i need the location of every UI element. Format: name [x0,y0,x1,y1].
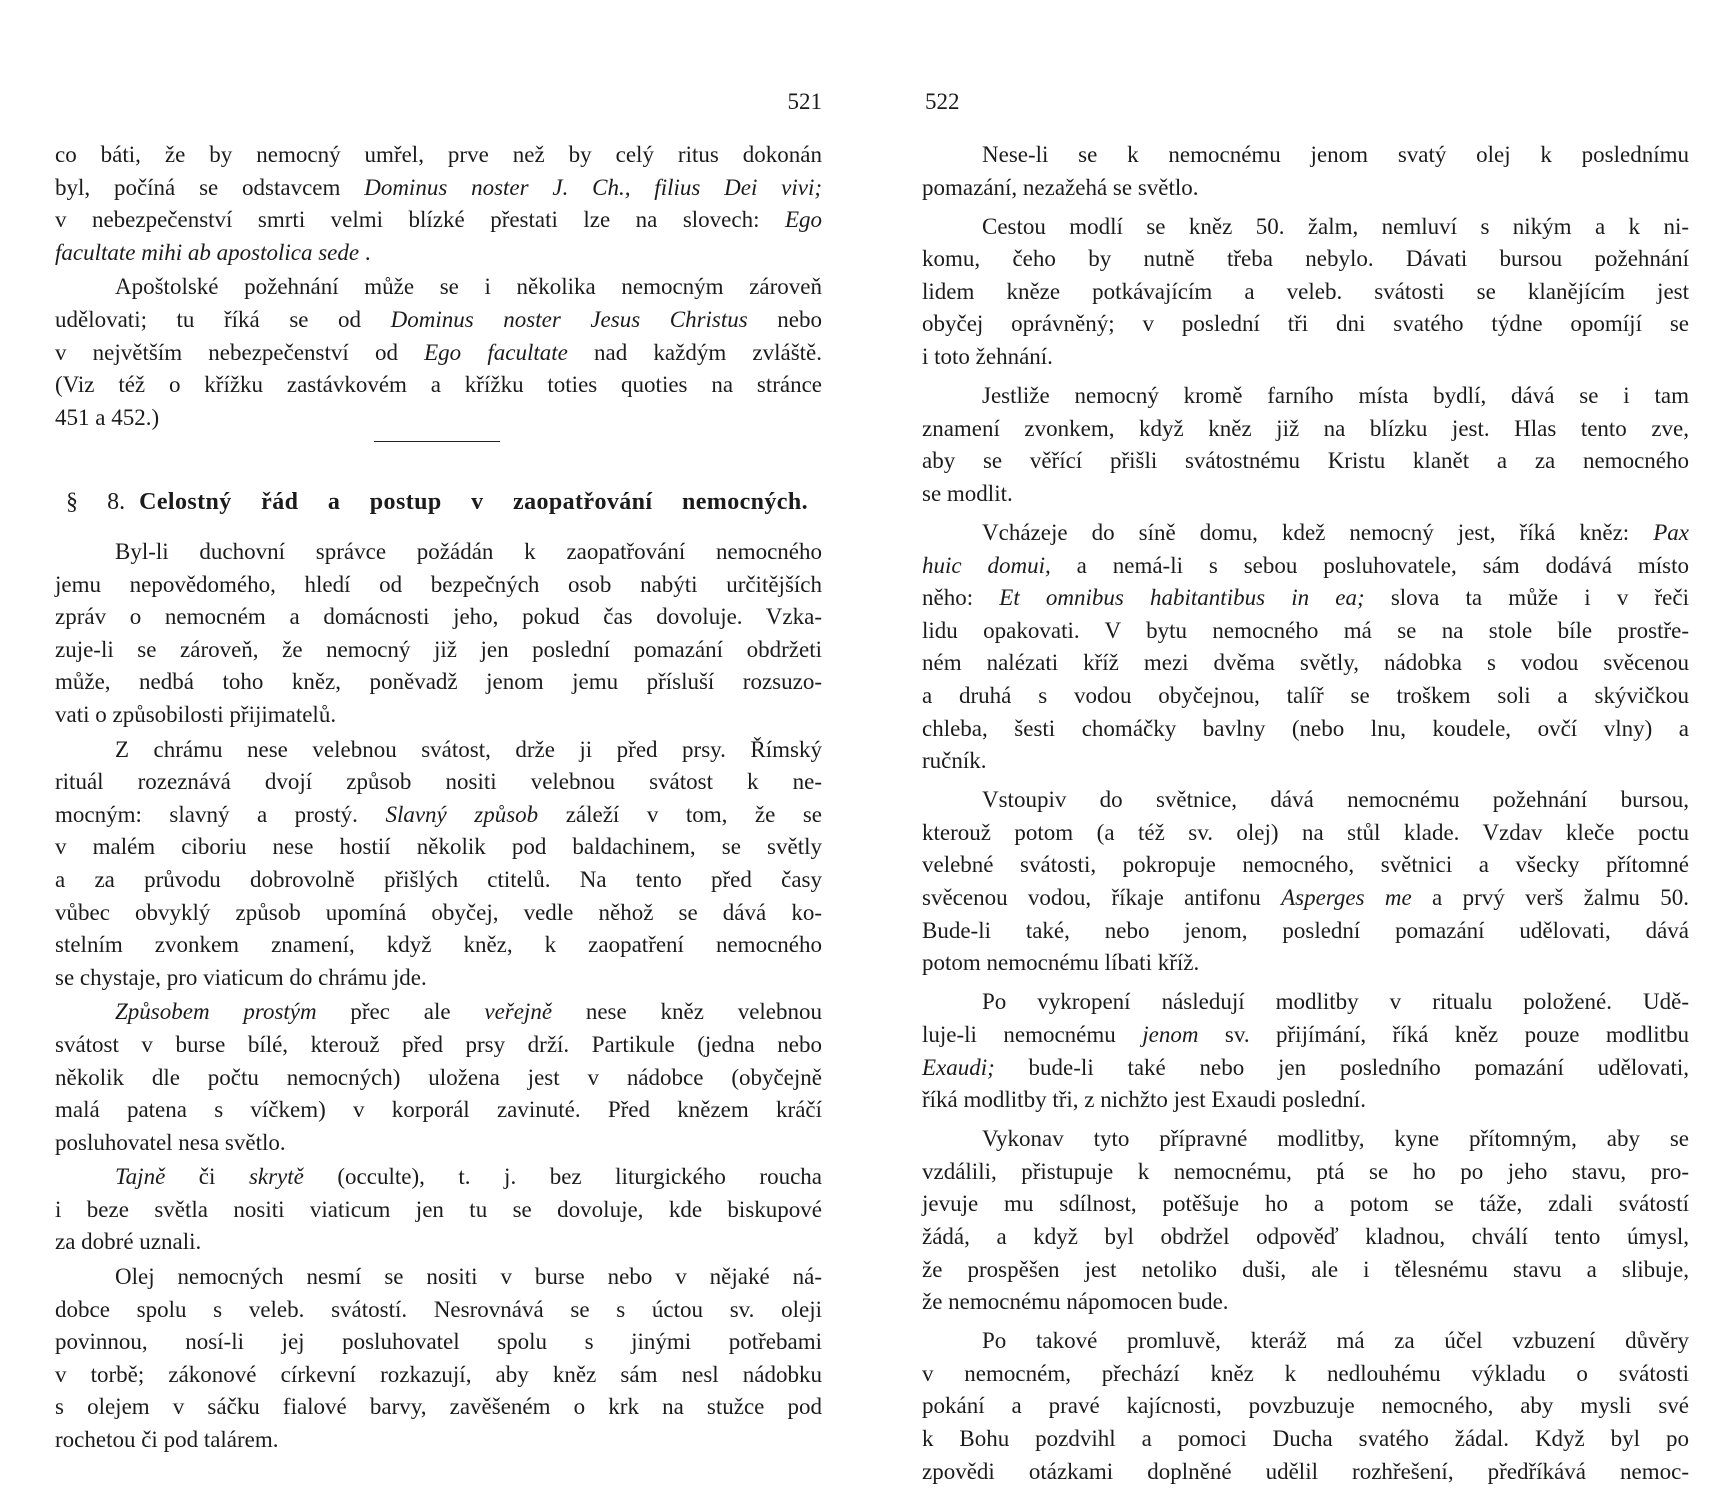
text-line: Po takové promluvě, kteráž má za účel vzbuzení důvěry [982,1328,1689,1354]
text-line: že prospěšen jest netoliko duši, ale i tělesnému stavu a slibuje, [922,1256,1689,1282]
paragraph [55,139,822,269]
text-line: k Bohu pozdvihl a pomoci Ducha svatého žádal. Když byl po [922,1426,1689,1452]
text-run: udělovati; tu říká se od [55,306,391,332]
text-line: za dobré uznali. [55,1229,202,1255]
text-run: (occulte), t. j. bez liturgického roucha [303,1164,822,1190]
text-line: lidem kněze potkávajícím a veleb. svátosti se klanějícím jest [922,278,1689,304]
text-line: stelním zvonkem znamení, když kněz, k zaopatření nemocného [55,932,822,958]
text-line: 451 a 452.) [55,404,160,430]
text-line [55,204,822,237]
italic-text-run: Slavný způsob [385,801,539,827]
text-line: Apoštolské požehnání může se i několika nemocným zároveň [115,274,822,300]
italic-text-run: skrytě [248,1164,304,1190]
italic-text-run: Et omnibus habitantibus in ea; [999,585,1365,611]
text-line: svátost v burse bílé, kterouž před prsy drží. Partikule (jedna nebo [55,1031,822,1057]
text-line: s olejem v sáčku fialové barvy, zavěšeném o krk na stužce pod [55,1394,822,1420]
text-run: nad každým zvláště. [567,339,822,365]
text-run: nebo [747,306,822,332]
italic-text-run: Pax [1653,520,1689,546]
text-line: Olej nemocných nesmí se nositi v burse nebo v nějaké ná- [115,1264,822,1290]
text-line: a za průvodu dobrovolně přišlých ctitelů. Na tento před časy [55,866,822,892]
text-line: chleba, šesti chomáčky bavlny (nebo lnu, koudele, ovčí vlny) a [922,715,1689,741]
italic-text-run: Dominus noster Jesus Christus [390,306,748,332]
text-line: kterouž potom (a též sv. olej) na stůl klade. Vzdav kleče poctu [922,819,1689,845]
text-line: v nemocném, přechází kněz k nedlouhému výkladu o svátosti [922,1360,1689,1386]
text-run: bude-li také nebo jen posledního pomazání udělovati, [994,1054,1689,1080]
text-run: slova ta může i v řeči [1364,585,1689,611]
text-line: jemu nepovědomého, hledí od bezpečných osob nabýti určitějších [55,571,822,597]
paragraph [922,211,1689,374]
text-line [922,517,1689,550]
left-page-top-text [55,139,822,434]
section-divider [374,441,500,442]
text-run: záleží v tom, že se [538,801,822,827]
text-line: obyčej oprávněný; v poslední tři dni svatého týdne opomíjí se [922,311,1689,337]
text-line: rituál rozeznává dvojí způsob nositi velebnou svátost k ne- [55,769,822,795]
text-line: znamení zvonkem, když kněz již na blízku jest. Hlas tento zve, [922,415,1689,441]
text-line: Vykonav tyto přípravné modlitby, kyne přítomným, aby se [982,1126,1689,1152]
text-line: žádá, a když byl obdržel odpověď kladnou, chválí tento úmysl, [922,1224,1689,1249]
text-line: Z chrámu nese velebnou svátost, drže ji před prsy. Římský [115,736,822,762]
text-line: povinnou, nosí-li jej posluhovatel spolu s jinými potřebami [55,1329,822,1355]
text-line: se chystaje, pro viaticum do chrámu jde. [55,964,427,990]
italic-text-run: Způsobem prostým [115,999,317,1025]
text-line [55,996,822,1029]
text-line: vůbec obvyklý způsob upomíná obyčej, vedle něhož se dává ko- [55,899,822,925]
text-line: malá patena s víčkem) v korporál zavinuté. Před knězem kráčí [55,1097,822,1123]
text-line [922,882,1689,915]
text-line: zpovědi otázkami doplněné udělil rozhřešení, předříkává nemoc- [922,1458,1689,1484]
text-line: může, nedbá toho kněz, poněvadž jenom jemu přísluší rozsuzo- [55,669,822,695]
text-run: mocným: slavný a prostý. [55,801,386,827]
text-line: aby se věřící přišli svátostnému Kristu klanět a za nemocného [922,448,1689,474]
text-run: svěcenou vodou, říkaje antifonu [922,885,1282,911]
text-line: ručník. [922,748,987,774]
text-run: a nemá-li s sebou posluhovatele, sám dodává místo [1050,552,1689,578]
text-run: . [359,239,371,265]
text-line: velebné svátosti, pokropuje nemocného, světnici a všecky přítomné [922,852,1689,878]
text-line: Byl-li duchovní správce požádán k zaopatřování nemocného [115,539,822,564]
text-line: ném nalézati kříž mezi dvěma světly, nádobka s vodou svěcenou [922,650,1689,676]
italic-text-run: Dominus noster J. Ch., filius Dei vivi; [364,174,822,200]
text-line: se modlit. [922,480,1013,506]
text-line: že nemocnému nápomocen bude. [922,1289,1229,1315]
text-line: (Viz též o křížku zastávkovém a křížku toties quoties na stránce [55,372,822,398]
text-line: Nese-li se k nemocnému jenom svatý olej k poslednímu [982,142,1689,167]
page-number: 522 [925,89,960,114]
text-line: zuje-li se zároveň, že nemocný již jen poslední pomazání obdržeti [55,636,822,662]
text-line: lidu opakovati. V bytu nemocného má se na stole bíle prostře- [922,617,1689,643]
section-number: § 8. [66,489,126,515]
text-line [55,1161,822,1194]
text-line: v malém ciboriu nese hostií několik pod baldachinem, se světly [55,834,822,860]
paragraph [55,536,822,732]
left-page-body-text [55,536,822,1457]
text-line: jevuje mu sdílnost, potěšuje ho a potom se táže, zdali svátostí [922,1191,1689,1217]
text-line: Po vykropení následují modlitby v ritualu položené. Udě- [982,989,1689,1015]
italic-text-run: Ego facultate [424,339,568,365]
text-line: potom nemocnému líbati kříž. [922,950,1200,976]
italic-text-run: Exaudi; [922,1054,995,1080]
text-line: Vstoupiv do světnice, dává nemocnému požehnání bursou, [982,787,1689,813]
text-line [55,304,822,337]
paragraph [55,1161,822,1259]
text-line: komu, čeho by nutně třeba nebylo. Dávati bursou požehnání [922,246,1689,272]
text-line: několik dle počtu nemocných) uložena jest v nádobce (obyčejně [55,1064,822,1090]
right-page-body-text [922,139,1689,1488]
text-line [922,1052,1689,1085]
paragraph [922,1123,1689,1319]
paragraph [922,517,1689,778]
text-line: i toto žehnání. [922,344,1053,370]
text-line [55,799,822,832]
text-run: či [165,1164,249,1190]
text-run: nese kněz velebnou [552,999,822,1025]
paragraph [55,1261,822,1457]
section-title: Celostný řád a postup v zaopatřování nemocných. [139,489,808,515]
italic-text-run: huic domui, [922,552,1051,578]
text-line: dobce spolu s veleb. svátostí. Nesrovnává se s úctou sv. oleji [55,1296,822,1322]
text-line: i beze světla nositi viaticum jen tu se dovoluje, kde biskupové [55,1196,822,1222]
italic-text-run: Tajně [115,1164,166,1190]
italic-text-run: veřejně [484,999,553,1025]
italic-text-run: jenom [1142,1021,1199,1047]
paragraph [55,271,822,434]
text-line: pokání a pravé kajícnosti, povzbuzuje nemocného, aby mysli své [922,1393,1689,1419]
text-run: luje-li nemocnému [922,1021,1143,1047]
text-line: vati o způsobilosti přijimatelů. [55,701,337,727]
text-line: Jestliže nemocný kromě farního místa bydlí, dává se i tam [982,383,1689,409]
text-run: něho: [922,585,1000,611]
text-line [55,237,822,270]
text-line [922,550,1689,583]
text-line: pomazání, nezažehá se světlo. [922,174,1199,200]
text-run: v největším nebezpečenství od [55,339,425,365]
italic-text-run: Asperges me [1281,885,1412,911]
text-line: v torbě; zákonové církevní rozkazují, aby kněz sám nesl nádobku [55,1361,822,1387]
paragraph [922,380,1689,510]
text-line [922,1019,1689,1052]
text-run: byl, počíná se odstavcem [55,174,365,200]
text-run: a prvý verš žalmu 50. [1411,885,1689,911]
text-run: přec ale [316,999,485,1025]
paragraph [55,734,822,995]
text-line: Bude-li také, nebo jenom, poslední pomazání udělovati, dává [922,917,1689,943]
section-heading [66,486,808,518]
text-line [922,582,1689,615]
text-line [55,172,822,205]
italic-text-run: Ego [784,207,822,233]
text-line: co báti, že by nemocný umřel, prve než by celý ritus dokonán [55,142,822,167]
text-line: rochetou či pod talárem. [55,1427,279,1453]
paragraph [922,1325,1689,1488]
italic-text-run: facultate mihi ab apostolica sede [55,239,360,265]
text-line: a druhá s vodou obyčejnou, talíř se troškem soli a skývičkou [922,683,1689,708]
paragraph [922,139,1689,204]
text-line: posluhovatel nesa světlo. [55,1129,286,1155]
text-line: zpráv o nemocném a domácnosti jeho, pokud čas dovoluje. Vzka- [55,604,822,630]
paragraph [922,986,1689,1116]
paragraph [922,784,1689,980]
text-line: Cestou modlí se kněz 50. žalm, nemluví s nikým a k ni- [982,213,1689,239]
text-line: vzdálili, přistupuje k nemocnému, ptá se ho po jeho stavu, pro- [922,1158,1689,1184]
text-run: Vcházeje do síně domu, kdež nemocný jest, říká kněz: [982,520,1654,546]
text-line: říká modlitby tři, z nichžto jest Exaudi poslední. [922,1087,1366,1113]
page-number: 521 [787,89,822,114]
paragraph [55,996,822,1159]
text-run: v nebezpečenství smrti velmi blízké přestati lze na slovech: [55,207,785,233]
text-line [55,337,822,370]
text-run: sv. přijímání, říká kněz pouze modlitbu [1198,1021,1689,1047]
